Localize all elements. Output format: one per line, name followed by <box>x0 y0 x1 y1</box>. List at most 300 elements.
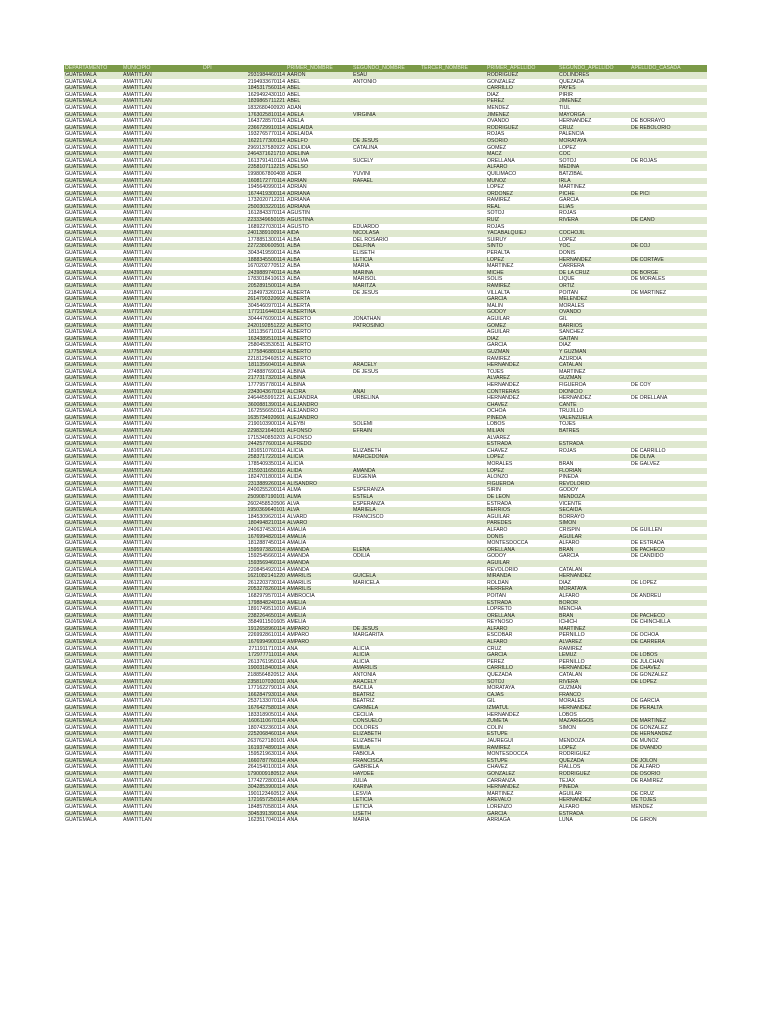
table-cell: GUATEMALA <box>64 85 122 92</box>
table-cell: KARINA <box>352 784 420 791</box>
table-cell <box>420 316 486 323</box>
table-cell: ESCOBAR <box>486 632 558 639</box>
table-cell: 2602458520506 <box>202 501 286 508</box>
table-cell: GUATEMALA <box>64 125 122 132</box>
table-cell: GUATEMALA <box>64 369 122 376</box>
table-cell: AMATITLAN <box>122 441 202 448</box>
table-cell: 1785409350114 <box>202 461 286 468</box>
table-cell: AMATITLAN <box>122 217 202 224</box>
table-cell: ICHICH <box>558 619 630 626</box>
table-cell: DE PERALTA <box>630 705 707 712</box>
table-cell: BERRIOS <box>486 507 558 514</box>
table-cell: DE JESUS <box>352 626 420 633</box>
table-cell: 1775846880114 <box>202 349 286 356</box>
table-cell: ALBERTO <box>286 329 352 336</box>
table-cell: MENDEZ <box>486 105 558 112</box>
table-cell: GUATEMALA <box>64 263 122 270</box>
table-cell: CONSUELO <box>352 718 420 725</box>
table-cell: LOPEZ <box>558 237 630 244</box>
table-cell: AMATITLAN <box>122 158 202 165</box>
table-cell: MARICELA <box>352 580 420 587</box>
table-cell: HERNANDEZ <box>558 257 630 264</box>
table-cell <box>630 487 707 494</box>
table-cell: AMATITLAN <box>122 92 202 99</box>
table-cell: AMATITLAN <box>122 171 202 178</box>
table-cell: DE CRUZ <box>630 791 707 798</box>
table-cell: PERNILLO <box>558 659 630 666</box>
table-cell: 1635734920601 <box>202 415 286 422</box>
table-row <box>64 79 707 86</box>
table-cell: 2252068460114 <box>202 731 286 738</box>
table-cell <box>352 593 420 600</box>
table-cell: GUATEMALA <box>64 481 122 488</box>
table-cell: MARIELA <box>352 507 420 514</box>
table-cell: 1833189050114 <box>202 712 286 719</box>
table-cell: AMATITLAN <box>122 263 202 270</box>
table-cell <box>420 217 486 224</box>
table-row <box>64 204 707 211</box>
table-cell: QUEZADA <box>558 758 630 765</box>
table-cell: ALBERTA <box>286 303 352 310</box>
table-cell <box>420 804 486 811</box>
table-cell: SOTOJ <box>486 679 558 686</box>
table-cell: 2358107030101 <box>202 679 286 686</box>
table-row <box>64 751 707 758</box>
table-cell: TRUJILLO <box>558 408 630 415</box>
table-cell: EMILIA <box>352 745 420 752</box>
table-cell: LOPEZ <box>486 454 558 461</box>
table-cell: OVANDO <box>558 309 630 316</box>
table-cell <box>420 613 486 620</box>
table-cell: GUATEMALA <box>64 797 122 804</box>
table-cell <box>420 698 486 705</box>
table-cell: AMATITLAN <box>122 118 202 125</box>
table-cell <box>352 131 420 138</box>
table-cell: GUATEMALA <box>64 600 122 607</box>
table-row <box>64 560 707 567</box>
table-cell: ANA <box>286 712 352 719</box>
table-cell <box>420 79 486 86</box>
table-cell: GUATEMALA <box>64 804 122 811</box>
table-cell: DE HERNANDEZ <box>630 731 707 738</box>
table-cell: 1945640990114 <box>202 184 286 191</box>
table-cell: ALBERTO <box>286 323 352 330</box>
table-cell: AMATITLAN <box>122 731 202 738</box>
table-cell: JONATHAN <box>352 316 420 323</box>
table-cell <box>630 567 707 574</box>
table-cell: CARMELA <box>352 705 420 712</box>
table-cell: PIRIR <box>558 92 630 99</box>
table-cell <box>420 309 486 316</box>
table-cell: ANA <box>286 751 352 758</box>
table-row <box>64 580 707 587</box>
table-cell: 2931984460114 <box>202 72 286 79</box>
table-cell <box>630 204 707 211</box>
table-cell <box>630 408 707 415</box>
table-cell: GUATEMALA <box>64 567 122 574</box>
table-cell: ANA <box>286 679 352 686</box>
table-cell <box>630 356 707 363</box>
table-cell: GUATEMALA <box>64 725 122 732</box>
table-cell: AMPARO <box>286 632 352 639</box>
table-cell: GUATEMALA <box>64 303 122 310</box>
table-cell: ALFONSO <box>286 428 352 435</box>
table-cell: 1901123460512 <box>202 791 286 798</box>
table-cell <box>630 751 707 758</box>
table-cell: 2580453530511 <box>202 342 286 349</box>
table-cell: 1662847930114 <box>202 692 286 699</box>
table-cell <box>420 567 486 574</box>
table-cell: IRLA <box>558 178 630 185</box>
table-cell: 1816510760114 <box>202 448 286 455</box>
table-cell: GUATEMALA <box>64 705 122 712</box>
table-cell <box>420 619 486 626</box>
table-cell: GUATEMALA <box>64 448 122 455</box>
table-cell: GUATEMALA <box>64 79 122 86</box>
table-cell <box>630 402 707 409</box>
table-cell: AMATITLAN <box>122 178 202 185</box>
table-row <box>64 382 707 389</box>
table-cell: POITAN <box>558 290 630 297</box>
table-cell <box>352 527 420 534</box>
table-cell: 2969137580922 <box>202 145 286 152</box>
table-row <box>64 389 707 396</box>
table-cell <box>630 468 707 475</box>
table-cell <box>352 540 420 547</box>
table-cell: AREVALO <box>486 797 558 804</box>
table-cell: SUIRUY <box>486 237 558 244</box>
table-cell: GUATEMALA <box>64 639 122 646</box>
table-cell: DE CHAVEZ <box>630 665 707 672</box>
table-cell <box>420 784 486 791</box>
table-cell: CHAVEZ <box>486 402 558 409</box>
table-cell: ALFARO <box>558 593 630 600</box>
table-cell: SIRIN <box>486 487 558 494</box>
table-cell <box>420 731 486 738</box>
table-cell: RAMIREZ <box>486 745 558 752</box>
table-row <box>64 527 707 534</box>
table-cell: DE TOJES <box>630 797 707 804</box>
table-cell: AMATITLAN <box>122 481 202 488</box>
column-header: APELLIDO_CASADA <box>630 65 707 72</box>
table-cell <box>420 514 486 521</box>
table-cell: GUATEMALA <box>64 290 122 297</box>
table-cell: JIMENEZ <box>486 112 558 119</box>
table-cell <box>352 639 420 646</box>
table-cell: 2612203730114 <box>202 580 286 587</box>
table-cell: VILLALTA <box>486 290 558 297</box>
table-cell: 1950369640101 <box>202 507 286 514</box>
table-cell: ADRIANA <box>286 191 352 198</box>
table-row <box>64 342 707 349</box>
table-cell: 1807432360114 <box>202 725 286 732</box>
table-cell <box>352 210 420 217</box>
table-cell: TEJAX <box>558 778 630 785</box>
table-cell: 1682979570114 <box>202 593 286 600</box>
table-cell: AMATITLAN <box>122 619 202 626</box>
table-cell: GUATEMALA <box>64 547 122 554</box>
table-cell: AMATITLAN <box>122 382 202 389</box>
table-cell <box>420 323 486 330</box>
table-cell: GUATEMALA <box>64 217 122 224</box>
table-cell: FABIOLA <box>352 751 420 758</box>
table-cell: 1715340850203 <box>202 435 286 442</box>
table-cell: URBELINA <box>352 395 420 402</box>
spreadsheet <box>64 65 707 824</box>
table-cell: GAITAN <box>558 336 630 343</box>
table-cell <box>420 402 486 409</box>
table-cell: RAMIREZ <box>486 197 558 204</box>
table-cell: MIRANDA <box>486 573 558 580</box>
table-cell: DE OLIVA <box>630 454 707 461</box>
table-cell: GARCIA <box>486 296 558 303</box>
table-cell: LEMUZ <box>558 652 630 659</box>
table-row <box>64 362 707 369</box>
table-cell: AMATITLAN <box>122 567 202 574</box>
table-cell <box>352 613 420 620</box>
table-cell: GUATEMALA <box>64 698 122 705</box>
table-cell <box>420 441 486 448</box>
table-cell: AMATITLAN <box>122 534 202 541</box>
table-cell <box>420 389 486 396</box>
table-cell: ANA <box>286 692 352 699</box>
table-cell: ANA <box>286 672 352 679</box>
table-cell: ANA <box>286 804 352 811</box>
table-row <box>64 283 707 290</box>
table-cell: GARCIA <box>486 342 558 349</box>
table-cell: ALBINA <box>286 375 352 382</box>
table-cell: ALBA <box>286 257 352 264</box>
table-cell <box>420 817 486 824</box>
table-cell: AGUSTO <box>286 224 352 231</box>
table-cell: CARRILLO <box>486 665 558 672</box>
table-cell: 1629492430110 <box>202 92 286 99</box>
table-cell: ANA <box>286 811 352 818</box>
table-cell: AMATITLAN <box>122 797 202 804</box>
table-cell <box>630 85 707 92</box>
table-cell: DE PACHECO <box>630 613 707 620</box>
table-cell: MORATAYA <box>558 586 630 593</box>
table-row <box>64 474 707 481</box>
table-cell: AMATITLAN <box>122 560 202 567</box>
table-cell: GUATEMALA <box>64 501 122 508</box>
table-cell: OCHOA <box>486 408 558 415</box>
table-cell: AMANDA <box>286 567 352 574</box>
table-cell: LOBOS <box>558 712 630 719</box>
table-cell: GUATEMALA <box>64 402 122 409</box>
table-cell: CAJAS <box>486 692 558 699</box>
table-cell <box>352 125 420 132</box>
table-cell: 2313889260114 <box>202 481 286 488</box>
table-row <box>64 745 707 752</box>
table-cell: HAYDEE <box>352 771 420 778</box>
table-cell: GUATEMALA <box>64 171 122 178</box>
table-cell: GUATEMALA <box>64 468 122 475</box>
table-cell: ADER <box>286 171 352 178</box>
table-cell: RODRIGUEZ <box>486 125 558 132</box>
table-cell: AGUSTIN <box>286 210 352 217</box>
table-cell <box>630 481 707 488</box>
table-cell: MARTINEZ <box>486 791 558 798</box>
table-cell <box>630 784 707 791</box>
table-cell: 1612843370114 <box>202 210 286 217</box>
table-cell <box>630 369 707 376</box>
table-cell: GUATEMALA <box>64 98 122 105</box>
table-cell: ELIZABETH <box>352 448 420 455</box>
table-cell: LOPRETO <box>486 606 558 613</box>
table-cell: ANAI <box>352 389 420 396</box>
table-cell: GUATEMALA <box>64 178 122 185</box>
table-cell: AMATITLAN <box>122 428 202 435</box>
table-cell: GUATEMALA <box>64 191 122 198</box>
table-row <box>64 158 707 165</box>
table-cell: LOPEZ <box>486 184 558 191</box>
table-cell: RIVERA <box>558 679 630 686</box>
table-row <box>64 600 707 607</box>
table-cell: SUCELY <box>352 158 420 165</box>
table-cell <box>420 758 486 765</box>
table-cell <box>630 237 707 244</box>
table-cell <box>630 164 707 171</box>
table-cell <box>558 731 630 738</box>
table-cell: ELIAS <box>558 204 630 211</box>
table-cell: GUATEMALA <box>64 461 122 468</box>
table-cell: AMATITLAN <box>122 646 202 653</box>
table-cell <box>630 560 707 567</box>
table-cell: LETICIA <box>352 257 420 264</box>
table-row <box>64 250 707 257</box>
table-cell: DE GIRON <box>630 817 707 824</box>
table-cell: AMATITLAN <box>122 791 202 798</box>
table-cell: CATALAN <box>558 672 630 679</box>
table-cell: AMATITLAN <box>122 527 202 534</box>
table-cell: 1848570580114 <box>202 804 286 811</box>
table-cell: ALEJANDRO <box>286 408 352 415</box>
table-cell: MELENDEZ <box>558 296 630 303</box>
table-cell: 1606110670114 <box>202 718 286 725</box>
table-cell: 2400255200114 <box>202 487 286 494</box>
table-row <box>64 481 707 488</box>
table-cell: ESTRADA <box>558 811 630 818</box>
table-row <box>64 487 707 494</box>
table-cell <box>630 421 707 428</box>
table-cell: AMATITLAN <box>122 402 202 409</box>
table-cell: DE PACHECO <box>630 547 707 554</box>
table-cell <box>352 164 420 171</box>
table-cell: ANA <box>286 652 352 659</box>
table-cell: AMATITLAN <box>122 540 202 547</box>
table-cell: CATALAN <box>558 567 630 574</box>
table-cell <box>420 415 486 422</box>
table-cell: AMATITLAN <box>122 329 202 336</box>
table-row <box>64 705 707 712</box>
table-cell: AMATITLAN <box>122 164 202 171</box>
table-row <box>64 138 707 145</box>
table-cell: AMATITLAN <box>122 705 202 712</box>
table-cell: AGUILAR <box>486 560 558 567</box>
table-cell: TOJES <box>558 421 630 428</box>
table-cell <box>630 685 707 692</box>
table-cell: HERNANDEZ <box>558 705 630 712</box>
table-cell: ALBERTO <box>286 349 352 356</box>
table-cell: AMATITLAN <box>122 270 202 277</box>
table-cell: 2272380600501 <box>202 243 286 250</box>
table-cell: 2177317320114 <box>202 375 286 382</box>
table-cell: AMATITLAN <box>122 369 202 376</box>
table-cell: GUATEMALA <box>64 474 122 481</box>
table-cell: GUATEMALA <box>64 738 122 745</box>
table-row <box>64 573 707 580</box>
table-cell: AMATITLAN <box>122 303 202 310</box>
table-cell: MALIN <box>486 303 558 310</box>
table-cell: ADAN <box>286 105 352 112</box>
table-cell: GUATEMALA <box>64 784 122 791</box>
table-cell: GUATEMALA <box>64 389 122 396</box>
table-cell <box>420 257 486 264</box>
column-header: DEPARTAMENTO <box>64 65 122 72</box>
table-cell: AMATITLAN <box>122 474 202 481</box>
table-cell: DE CANDIDO <box>630 553 707 560</box>
table-row <box>64 731 707 738</box>
table-cell <box>630 197 707 204</box>
table-cell: 1811356710114 <box>202 329 286 336</box>
table-cell: ELISETH <box>352 250 420 257</box>
table-row <box>64 672 707 679</box>
table-cell <box>352 586 420 593</box>
table-cell: DE BORRAYO <box>630 118 707 125</box>
table-row <box>64 468 707 475</box>
table-cell: ALIDA <box>286 468 352 475</box>
table-cell: 1595219630114 <box>202 751 286 758</box>
table-cell: AIDA <box>286 230 352 237</box>
table-cell <box>420 184 486 191</box>
table-cell: GUATEMALA <box>64 138 122 145</box>
table-cell: MACZ <box>486 151 558 158</box>
table-cell: AMATITLAN <box>122 547 202 554</box>
table-cell <box>630 336 707 343</box>
table-cell: FIGUEROA <box>558 382 630 389</box>
table-cell: AMATITLAN <box>122 626 202 633</box>
table-cell: FRANCO <box>558 692 630 699</box>
table-cell: AMATITLAN <box>122 507 202 514</box>
table-cell: LESVIA <box>352 791 420 798</box>
table-cell: ALFREDO <box>286 441 352 448</box>
table-cell: GUATEMALA <box>64 441 122 448</box>
table-cell: GUATEMALA <box>64 553 122 560</box>
table-cell: RODRIGUEZ <box>486 72 558 79</box>
table-cell <box>420 276 486 283</box>
table-cell: DE OCHOA <box>630 632 707 639</box>
table-cell <box>420 560 486 567</box>
table-row <box>64 791 707 798</box>
table-cell: CARRANZA <box>486 778 558 785</box>
table-row <box>64 547 707 554</box>
table-cell <box>630 349 707 356</box>
table-cell <box>352 520 420 527</box>
table-cell: GUATEMALA <box>64 520 122 527</box>
table-cell: AMATITLAN <box>122 758 202 765</box>
table-cell: GARCIA <box>486 811 558 818</box>
table-cell: BACILIA <box>352 685 420 692</box>
table-cell: AMATITLAN <box>122 389 202 396</box>
table-cell <box>420 435 486 442</box>
table-cell: AMATITLAN <box>122 230 202 237</box>
table-cell: DE LA CRUZ <box>558 270 630 277</box>
table-cell <box>352 92 420 99</box>
table-cell: POITAN <box>486 593 558 600</box>
column-header: TERCER_NOMBRE <box>420 65 486 72</box>
table-cell: YACABALQUIEJ <box>486 230 558 237</box>
